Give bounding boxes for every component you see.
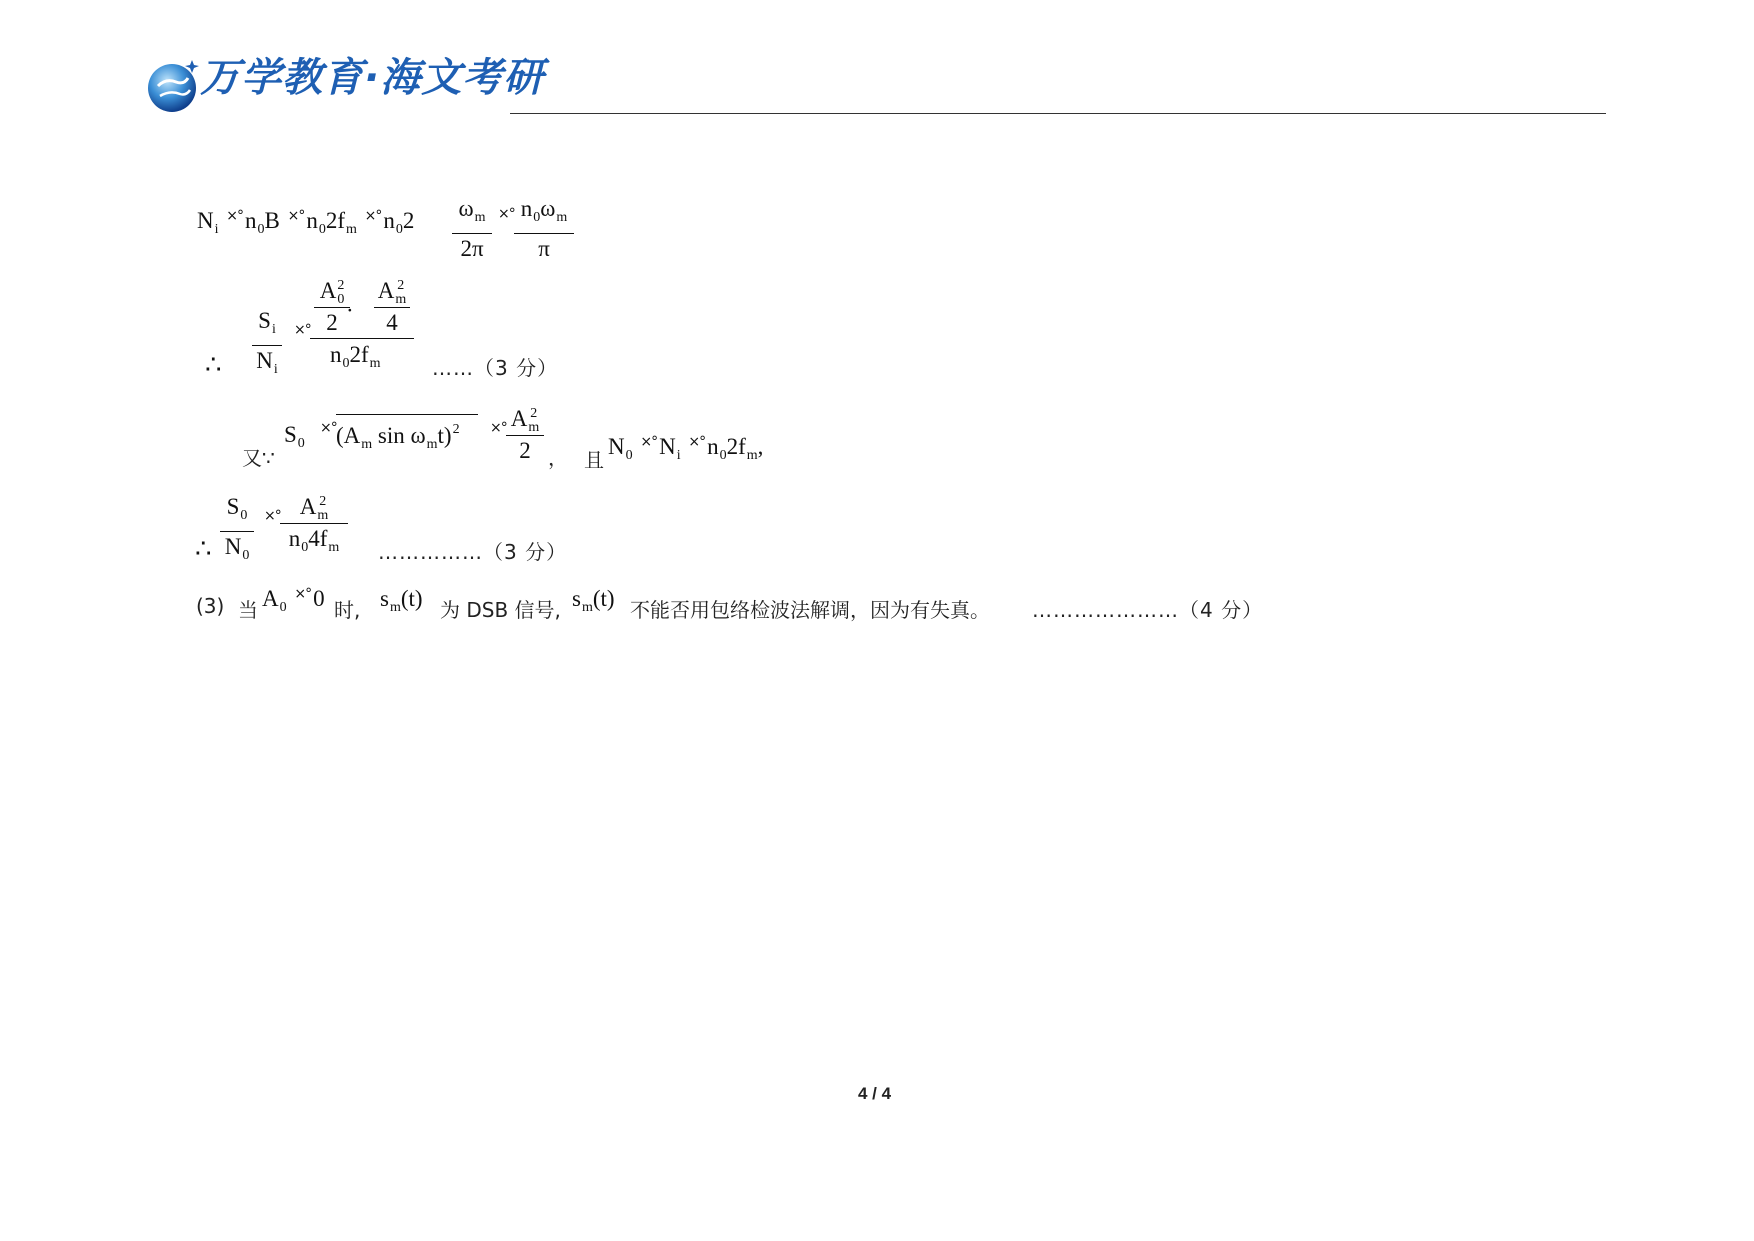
fraction: $S_0$ $N_0$ [220,492,254,571]
subscript: 0 [279,600,287,615]
page-number: 4 / 4 [858,1084,892,1103]
broken-equals-glyph: ×° [320,420,337,436]
symbol: N [608,434,625,459]
symbol: n [245,208,257,233]
symbol: N [197,208,214,233]
fraction: A 2 m 2 [506,404,544,466]
subscript: m [581,600,593,615]
symbol: N [659,434,676,459]
symbol: (t) [592,586,615,611]
item-label: (3) [196,594,225,618]
subscript: 0 [395,222,403,237]
mean-overline [336,414,478,415]
broken-equals-glyph: ×° [688,434,706,450]
subscript: m [346,222,357,237]
symbol: 2 [402,208,415,233]
subscript: m [746,448,758,463]
broken-equals-glyph: ×° [498,206,515,222]
comma: , [757,434,764,459]
fraction: $\omega_m$ 2π [452,194,492,264]
fraction: $n_0\omega_m$ π [514,194,574,264]
broken-equals-glyph: ×° [264,508,281,524]
symbol: n [383,208,395,233]
symbol: (t) [400,586,423,611]
symbol: n [306,208,318,233]
symbol: A [262,586,279,611]
symbol: 2f [726,434,746,459]
logo-text: 万学教育·海文考研 [200,55,545,101]
text: 为 DSB 信号, [440,598,561,622]
broken-equals-glyph: ×° [640,434,658,450]
text: 不能否用包络检波法解调，因为有失真。 [630,598,990,622]
text: 当 [238,598,258,622]
prefix-text: 又∵ [242,446,275,470]
fraction: A 2 m $n_04f_m$ [280,492,348,563]
fraction: $S_i$ $N_i$ [252,306,282,385]
symbol: B [264,208,280,233]
subscript: 0 [257,222,265,237]
symbol: S [284,422,297,447]
score-note: ……………（3 分） [378,540,568,564]
score-note: ……（3 分） [432,356,559,380]
text: 时, [334,598,361,622]
broken-equals-glyph: ×° [287,208,305,224]
therefore-symbol: ∴ [195,534,212,563]
broken-equals-glyph: ×° [226,208,243,224]
comma: ， [548,446,568,470]
therefore-symbol: ∴ [205,350,222,379]
symbol: 2f [325,208,345,233]
subscript: m [389,600,401,615]
symbol: s [572,586,581,611]
subscript: 0 [625,448,633,463]
symbol: n [707,434,719,459]
globe-logo-icon [146,56,202,116]
broken-equals-glyph: ×° [294,322,311,338]
time-average-expression: ($A_m$ $\sin \omega_mt)^2$ [336,422,460,452]
subscript: i [676,448,681,463]
subscript: i [214,222,219,237]
fraction: A 2 0 2 · A 2 m 4 $n_02f_m$ [310,272,414,372]
broken-equals-glyph: ×° [294,586,312,602]
broken-equals-glyph: ×° [490,420,507,436]
broken-equals-glyph: ×° [364,208,382,224]
subscript: 0 [719,448,727,463]
header-divider [510,113,1606,114]
symbol: 0 [313,586,325,611]
subscript: 0 [297,436,305,451]
and-text: 且 [584,448,604,472]
symbol: s [380,586,389,611]
subscript: 0 [318,222,326,237]
score-note: …………………（4 分） [1032,598,1264,622]
